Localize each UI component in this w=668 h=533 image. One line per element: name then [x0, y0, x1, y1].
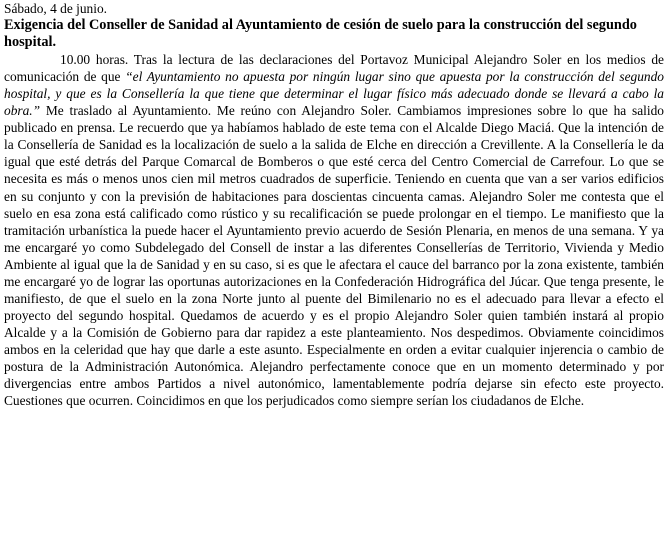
- entry-title: Exigencia del Conseller de Sanidad al Ayuntamiento de cesión de suelo para la construcción del segundo hospital.: [4, 17, 637, 51]
- entry-body: [4, 51, 664, 409]
- body-rest-text: Me traslado al Ayuntamiento. Me reúno con Alejandro Soler. Cambiamos impresiones sobre lo que ha salido publicado en prensa. Le recuerdo que ya habíamos hablado de este tema con el Alcalde Diego Maciá. Que la intención de la Consellería de Sanidad es la localización de suelo a la salida de Elche en dirección a Crevillente. A la Consellería le da igual que esté detrás del Parque Comarcal de Bomberos o que esté cerca del Centro Comercial de Carrefour. Lo que se necesita es más o menos unos cien mil metros cuadrados de superficie. Teniendo en cuenta que van a ser varios edificios en su conjunto y con la previsión de habitaciones para doscientas cincuenta camas. Alejandro Soler me contesta que el suelo en esa zona está calificado como rústico y su recalificación se puede prolongar en el tiempo. Le manifiesto que la tramitación urbanística la puede hacer el Ayuntamiento previo acuerdo de Sesión Plenaria, en menos de una semana. Y ya me encargaré yo como Subdelegado del Consell de instar a las diferentes Consellerías de Territorio, Vivienda y Medio Ambiente al igual que la de Sanidad y en su caso, si es que le afectara el cauce del barranco por la zona existente, también me encargaré yo de lograr las oportunas autorizaciones en la Confederación Hidrográfica del Júcar. Que tenga presente, le manifiesto, de que el suelo en la zona Norte junto al puente del Bimilenario no es el adecuado para llevar a efecto el proyecto del segundo hospital. Quedamos de acuerdo y es el propio Alejandro Soler quien también instará al propio Alcalde y a la Comisión de Gobierno para dar rapidez a este planteamiento. Nos despedimos. Obviamente coincidimos ambos en la celeridad que hay que darle a este asunto. Especialmente en orden a evitar cualquier injerencia o cambio de postura de la Administración Autonómica. Alejandro perfectamente conoce que en un momento determinado y por divergencias entre ambos Partidos a nivel autonómico, lamentablemente podría dejarse sin efecto este proyecto. Cuestiones que ocurren. Coincidimos en que los perjudicados como siempre serían los ciudadanos de Elche.: [4, 103, 664, 409]
- entry-date: Sábado, 4 de junio.: [4, 1, 108, 16]
- body-quote-text: “el Ayuntamiento no apuesta por ningún lugar sino que apuesta por la construcción del segundo hospital, y que es la Consellería la que tiene que determinar el lugar físico más adecuado donde se llevará a cabo la obra.”: [4, 69, 664, 119]
- body-lead-text: 10.00 horas. Tras la lectura de las declaraciones del Portavoz Municipal Alejandro Soler en los medios de comunicación de que: [4, 52, 664, 85]
